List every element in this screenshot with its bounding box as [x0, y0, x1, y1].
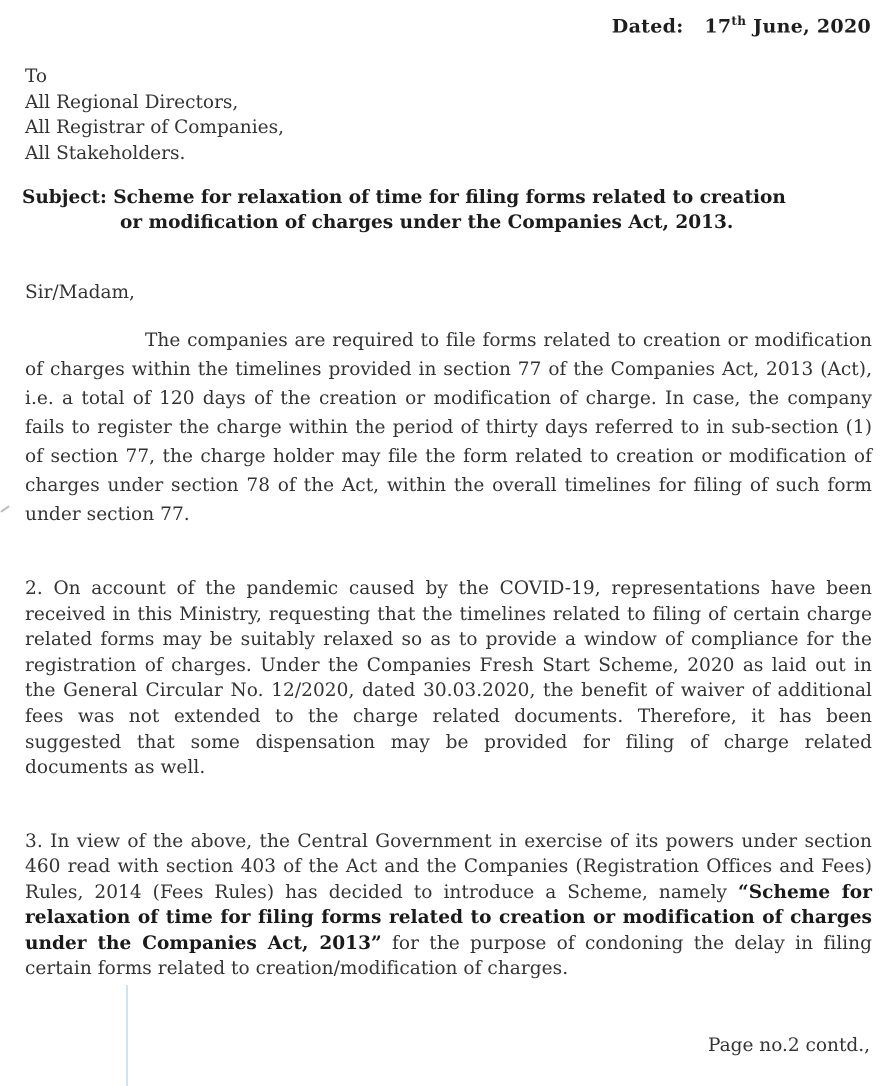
- paragraph-1-text: The companies are required to file forms related to creation or modification of charges within the timelines provided in section 77 of the Companies Act, 2013 (Act), i.e. a total of 120 days of the creation or modification of charge. In case, the company fails to register the charge within the period of thirty days referred to in sub-section (1) of section 77, the charge holder may file the form related to creation or modification of charges under section 78 of the Act, within the overall timelines for filing of such form under section 77.: [25, 330, 872, 525]
- paragraph-3-start: 3. In view of the above, the Central Government in exercise of its powers under section 460 read with section 403 of the Act and the Companies (Registration Offices and Fees) Rules, 2014 (Fees Rules) has decided to introduce a Scheme, namely: [25, 831, 872, 903]
- dated-label: Dated:: [611, 15, 684, 38]
- page-continuation-note: Page no.2 contd.,: [707, 1035, 870, 1056]
- address-line-registrar: All Registrar of Companies,: [25, 117, 284, 139]
- margin-pen-mark: [126, 985, 128, 1086]
- address-line-stakeholders: All Stakeholders.: [25, 143, 186, 165]
- subject-line: [22, 185, 872, 235]
- subject-line-1: Subject: Scheme for relaxation of time for filing forms related to creation: [22, 187, 786, 208]
- address-line-regional-directors: All Regional Directors,: [25, 91, 239, 113]
- margin-tick-mark: [0, 505, 9, 512]
- address-block: [25, 64, 284, 167]
- address-line-to: To: [25, 66, 48, 87]
- paragraph-3-end: for the purpose of condoning the delay in filing certain forms related to creation/modification of charges.: [25, 932, 873, 980]
- salutation: Sir/Madam,: [25, 282, 135, 303]
- paragraph-1: [25, 326, 872, 529]
- date-day: 17: [704, 15, 732, 38]
- date-line: [612, 14, 871, 37]
- scheme-name: “Scheme for relaxation of time for filing forms related to creation or modification of charges under the Companies Act, 2013”: [25, 881, 872, 954]
- paragraph-3: [25, 829, 872, 981]
- subject-line-2: or modification of charges under the Companies Act, 2013.: [120, 212, 734, 233]
- date-month-year: June, 2020: [753, 15, 871, 38]
- paragraph-2: 2. On account of the pandemic caused by the COVID-19, representations have been received in this Ministry, requesting that the timelines related to filing of certain charge related forms may be suitably relaxed so as to provide a window of compliance for the registration of charges. Under the Companies Fresh Start Scheme, 2020 as laid out in the General Circular No. 12/2020, dated 30.03.2020, the benefit of waiver of additional fees was not extended to the charge related documents. Therefore, it has been suggested that some dispensation may be provided for filing of charge related documents as well.: [25, 578, 872, 779]
- date-day-suffix: th: [731, 14, 747, 28]
